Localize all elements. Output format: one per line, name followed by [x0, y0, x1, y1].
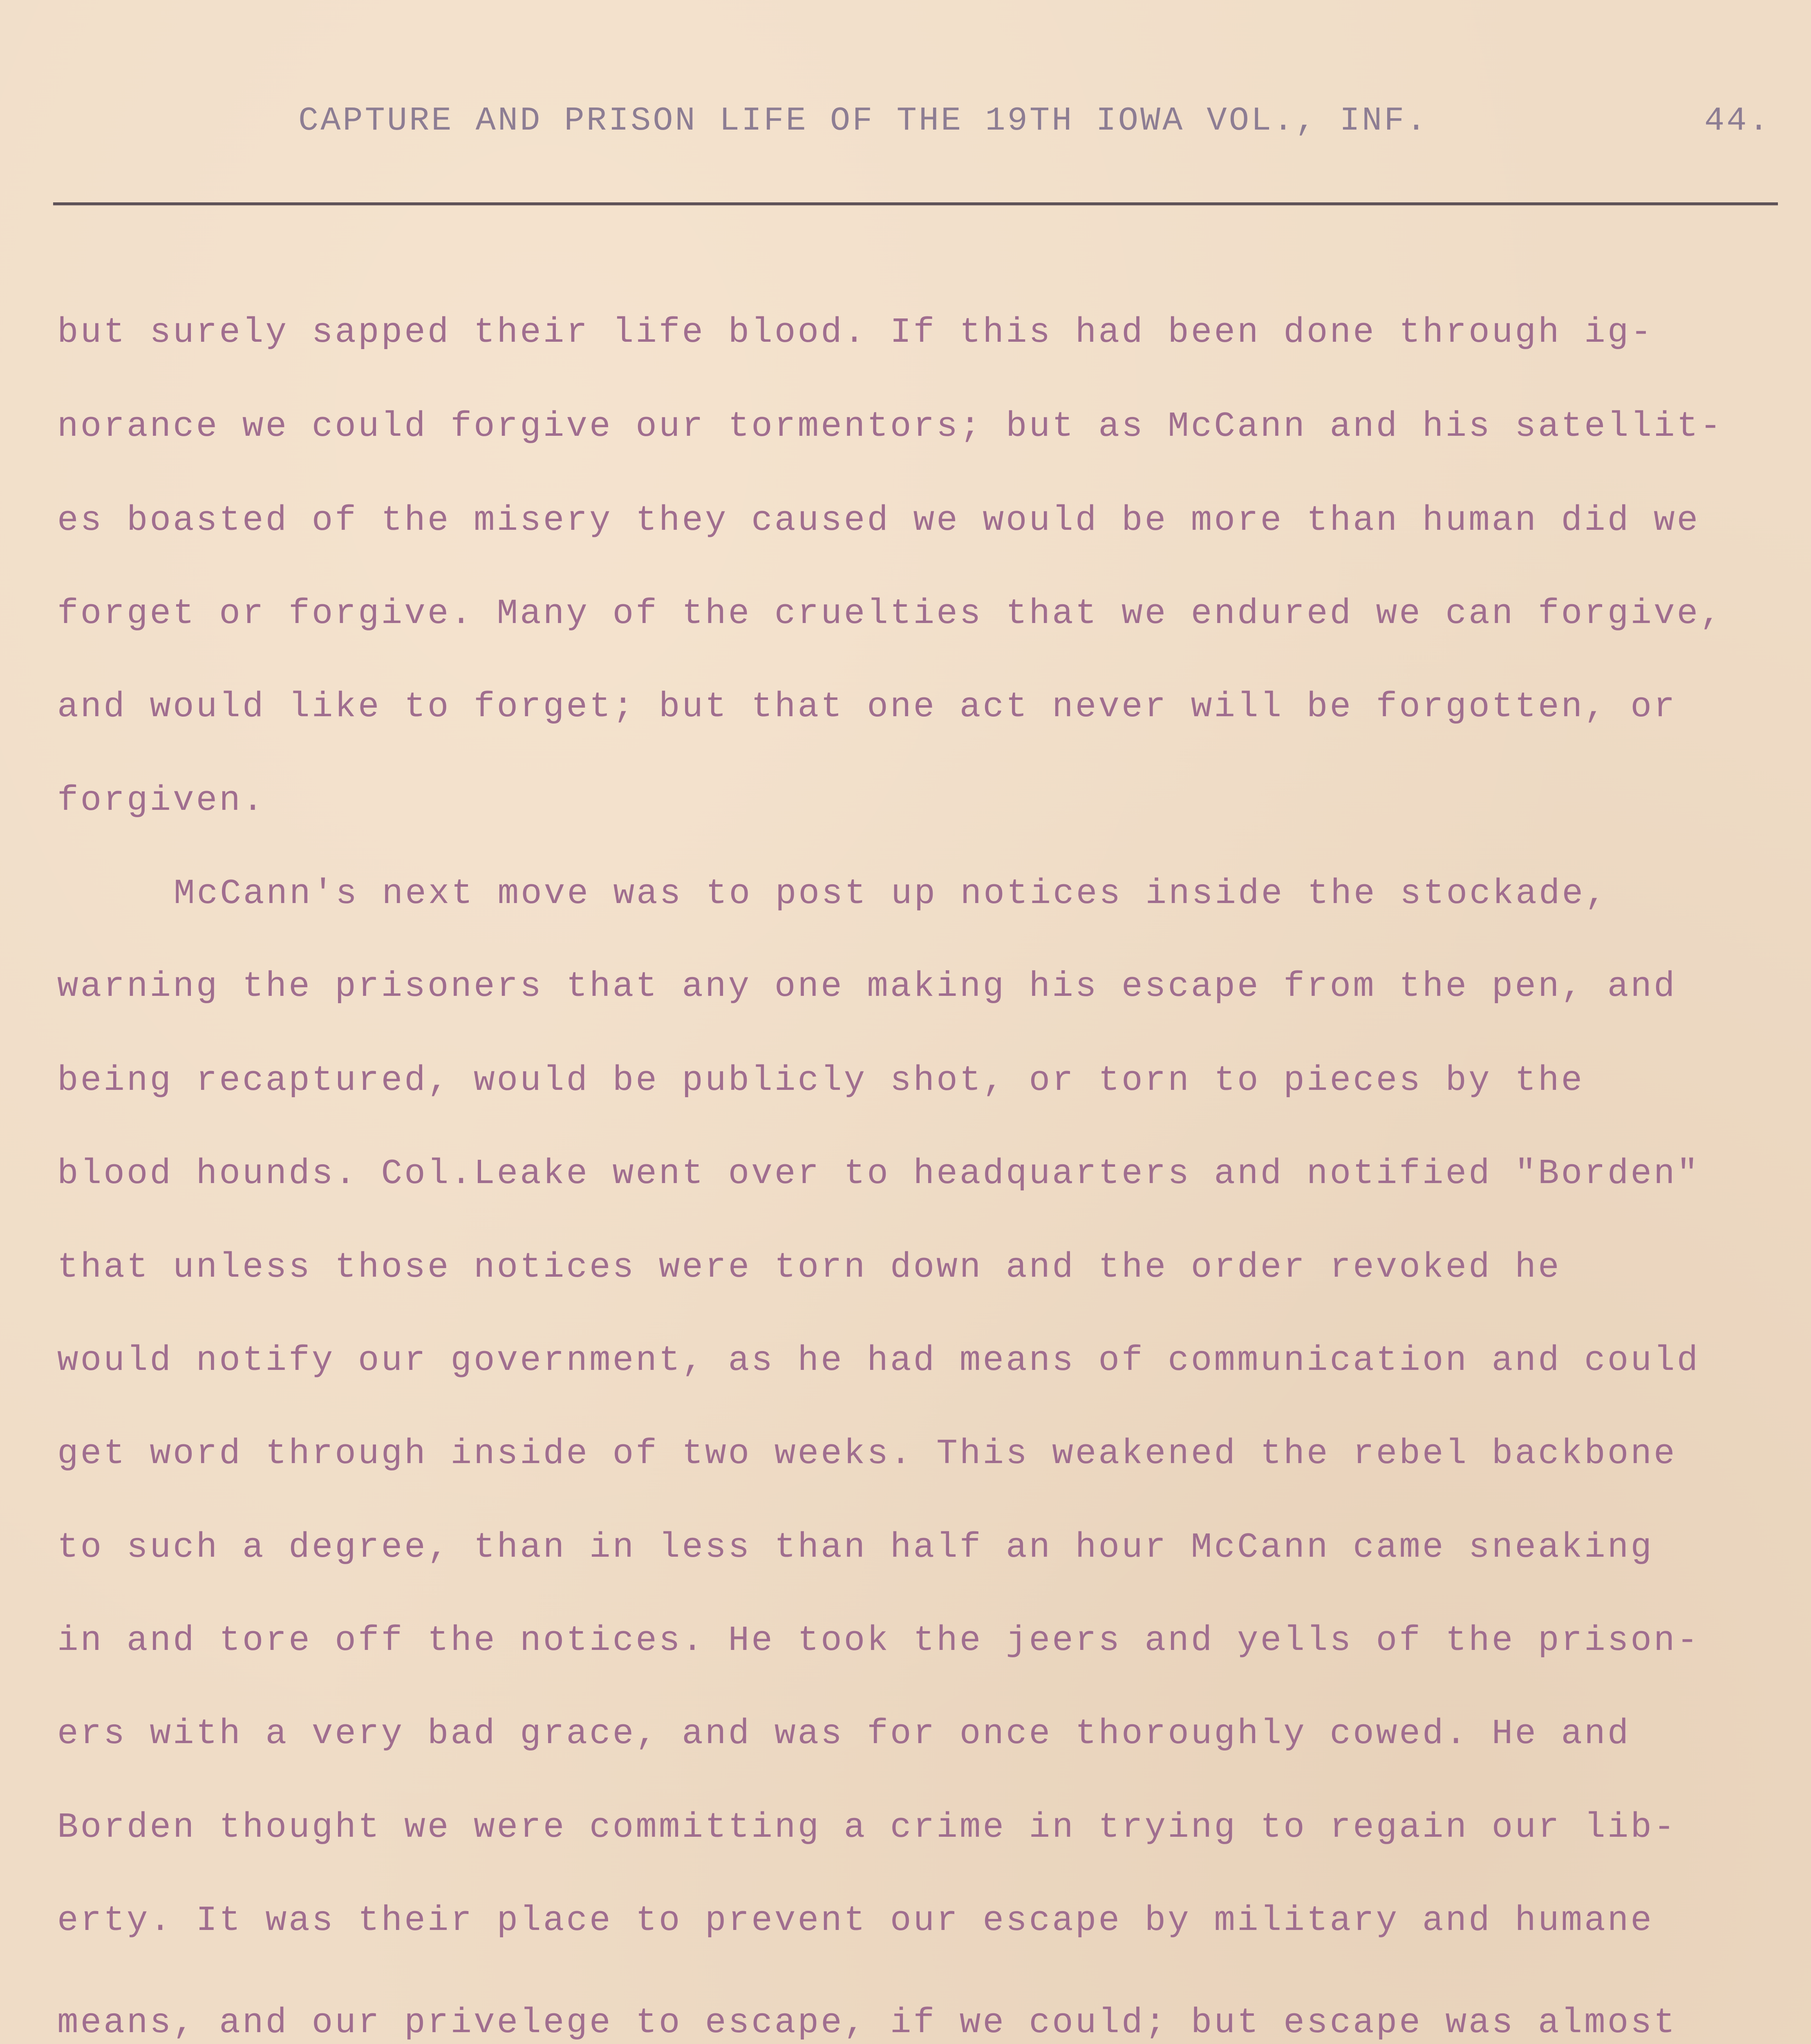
text-line: forget or forgive. Many of the cruelties that we endured we can forgive,: [57, 594, 1723, 634]
text-line: forgiven.: [57, 780, 266, 820]
text-line: es boasted of the misery they caused we would be more than human did we: [57, 500, 1700, 540]
text-line: to such a degree, than in less than half an hour McCann came sneaking: [57, 1527, 1654, 1567]
text-line: get word through inside of two weeks. This weakened the rebel backbone: [57, 1434, 1677, 1474]
text-line: but surely sapped their life blood. If this had been done through ig-: [57, 312, 1654, 352]
text-line: norance we could forgive our tormentors; but as McCann and his satellit-: [57, 406, 1723, 446]
text-line: ers with a very bad grace, and was for once thoroughly cowed. He and: [57, 1714, 1631, 1754]
text-line: McCann's next move was to post up notices inside the stockade,: [174, 874, 1608, 914]
text-line: that unless those notices were torn down and the order revoked he: [57, 1247, 1561, 1287]
text-line: in and tore off the notices. He took the jeers and yells of the prison-: [57, 1620, 1700, 1661]
page-number: 44.: [1704, 102, 1771, 140]
text-line: means, and our privelege to escape, if we could; but escape was almost: [57, 2003, 1677, 2043]
page-header: [0, 0, 1811, 213]
text-line: and would like to forget; but that one act never will be forgotten, or: [57, 687, 1677, 727]
text-line: blood hounds. Col.Leake went over to headquarters and notified "Borden": [57, 1154, 1700, 1194]
header-rule: [53, 202, 1778, 205]
text-line: would notify our government, as he had means of communication and could: [57, 1340, 1700, 1381]
text-line: Borden thought we were committing a crime in trying to regain our lib-: [57, 1807, 1677, 1847]
text-line: warning the prisoners that any one making his escape from the pen, and: [57, 966, 1677, 1006]
text-line: being recaptured, would be publicly shot, or torn to pieces by the: [57, 1060, 1585, 1100]
running-title: CAPTURE AND PRISON LIFE OF THE 19TH IOWA VOL., INF.: [298, 102, 1428, 140]
text-line: erty. It was their place to prevent our escape by military and humane: [57, 1901, 1654, 1941]
